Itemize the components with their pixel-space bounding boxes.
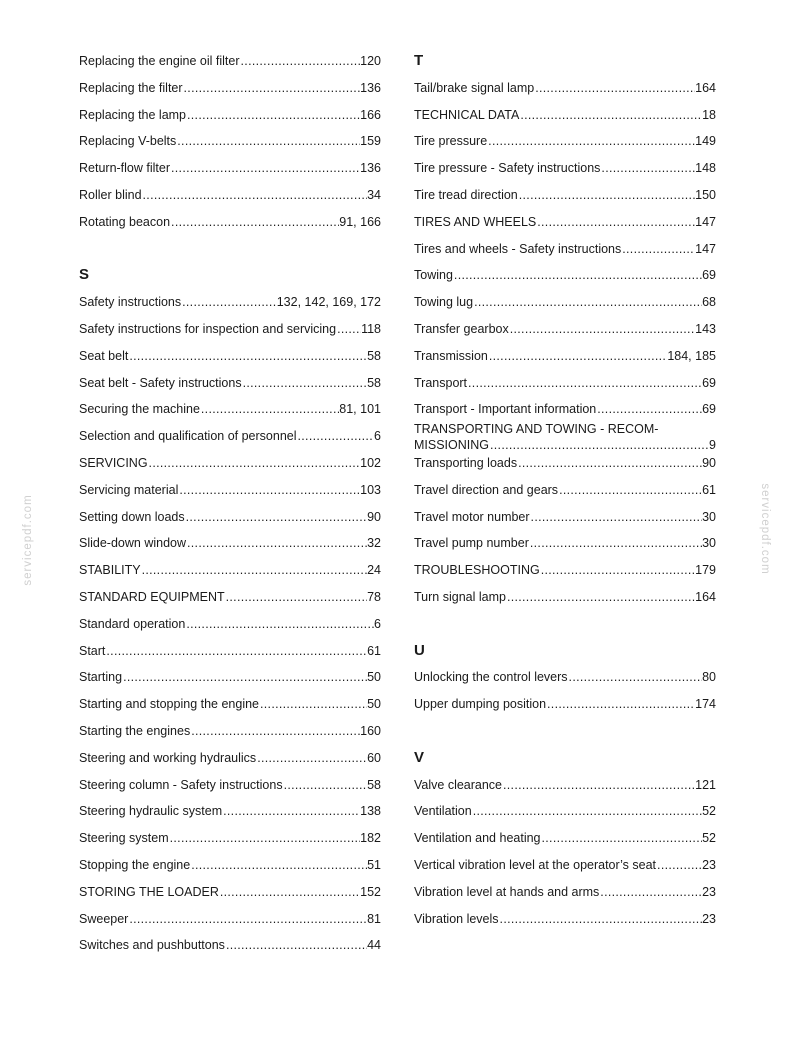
leader-dots [621, 236, 695, 263]
leader-dots [534, 75, 695, 102]
index-entry [79, 423, 381, 450]
index-entry [414, 798, 716, 825]
entry-pages: 68 [702, 295, 716, 310]
index-entry [414, 852, 716, 879]
index-entry [79, 557, 381, 584]
entry-pages: 136 [360, 161, 381, 176]
entry-title: Return-flow filter [79, 161, 170, 176]
index-entry [414, 421, 716, 453]
index-entry [414, 289, 716, 316]
entry-pages: 174 [695, 697, 716, 712]
leader-dots [225, 932, 367, 959]
entry-pages: 34 [367, 187, 381, 202]
leader-dots [558, 477, 702, 504]
entry-pages: 118 [361, 321, 381, 336]
entry-title: Starting and stopping the engine [79, 697, 259, 712]
leader-dots [186, 102, 360, 129]
leader-dots [502, 772, 695, 799]
leader-dots [170, 155, 360, 182]
entry-title: Steering and working hydraulics [79, 750, 257, 765]
entry-title: Standard operation [79, 616, 186, 631]
entry-title: Transport [414, 375, 468, 390]
leader-dots [519, 102, 702, 129]
leader-dots [517, 450, 702, 477]
entry-pages: 152 [360, 884, 381, 899]
index-entry [79, 772, 381, 799]
index-entry [79, 852, 381, 879]
entry-pages: 103 [360, 482, 381, 497]
leader-dots [568, 664, 703, 691]
entry-pages: 102 [360, 455, 381, 470]
leader-dots [240, 48, 361, 75]
leader-dots [190, 852, 367, 879]
leader-dots [472, 798, 702, 825]
leader-dots [600, 155, 695, 182]
entry-pages: 147 [695, 214, 716, 229]
entry-pages: 58 [367, 375, 381, 390]
entry-title: Valve clearance [414, 777, 503, 792]
entry-title: STABILITY [79, 563, 141, 578]
index-entry [79, 584, 381, 611]
entry-pages: 80 [702, 670, 716, 685]
entry-title: Seat belt [79, 348, 129, 363]
leader-dots [297, 423, 375, 450]
entry-pages: 52 [702, 831, 716, 846]
entry-pages: 136 [360, 80, 381, 95]
index-entry [414, 530, 716, 557]
entry-pages: 164 [695, 80, 716, 95]
entry-pages: 50 [367, 697, 381, 712]
leader-dots [499, 906, 703, 933]
entry-pages: 149 [695, 134, 716, 149]
entry-pages: 179 [695, 563, 716, 578]
entry-pages: 143 [695, 321, 716, 336]
entry-title: Steering hydraulic system [79, 804, 223, 819]
entry-title: Replacing the engine oil filter [79, 54, 240, 68]
index-entry [79, 102, 381, 129]
leader-dots [185, 504, 367, 531]
leader-dots [128, 906, 367, 933]
index-column-right [414, 48, 716, 932]
leader-dots [122, 664, 367, 691]
leader-dots [185, 611, 374, 638]
leader-dots [529, 530, 702, 557]
entry-title: Roller blind [79, 187, 142, 202]
entry-pages: 51 [367, 857, 381, 872]
index-entry [414, 128, 716, 155]
leader-dots [546, 691, 695, 718]
index-entry [79, 825, 381, 852]
entry-title: Travel motor number [414, 509, 530, 524]
entry-pages: 23 [702, 857, 716, 872]
entry-title: Selection and qualification of personnel [79, 429, 297, 444]
entry-pages: 58 [367, 777, 381, 792]
entry-pages: 81 [367, 911, 381, 926]
entry-title: Tire pressure - Safety instructions [414, 161, 601, 176]
index-entry [414, 879, 716, 906]
entry-title: Vibration levels [414, 911, 499, 926]
index-entry [79, 48, 381, 75]
leader-dots [219, 879, 360, 906]
entry-title: Travel direction and gears [414, 482, 559, 497]
index-entry [414, 584, 716, 611]
index-entry [414, 262, 716, 289]
leader-dots [142, 182, 368, 209]
entry-title: Transporting loads [414, 455, 518, 470]
leader-dots [259, 691, 367, 718]
entry-pages: 90 [367, 509, 381, 524]
index-entry [414, 343, 716, 370]
index-entry [414, 209, 716, 236]
watermark-left: servicepdf.com [22, 494, 34, 586]
entry-title: TIRES AND WHEELS [414, 214, 537, 229]
index-entry [414, 102, 716, 129]
leader-dots [467, 370, 702, 397]
entry-title-continued: MISSIONING [414, 438, 490, 453]
index-entry [79, 450, 381, 477]
leader-dots [453, 262, 702, 289]
entry-title: Replacing V-belts [79, 134, 177, 149]
leader-dots [506, 584, 695, 611]
entry-pages: 81, 101 [339, 402, 381, 417]
entry-title: Ventilation and heating [414, 831, 541, 846]
entry-pages: 52 [702, 804, 716, 819]
entry-pages: 78 [367, 589, 381, 604]
entry-pages: 6 [374, 616, 381, 631]
leader-dots [105, 638, 367, 665]
index-entry [414, 691, 716, 718]
leader-dots [148, 450, 361, 477]
entry-pages: 60 [367, 750, 381, 765]
entry-pages: 91, 166 [339, 214, 381, 229]
leader-dots [530, 504, 703, 531]
index-entry [79, 75, 381, 102]
entry-title: TECHNICAL DATA [414, 107, 520, 122]
entry-title: Start [79, 643, 106, 658]
leader-dots [225, 584, 367, 611]
leader-dots [596, 396, 702, 423]
index-entry [79, 879, 381, 906]
entry-pages: 50 [367, 670, 381, 685]
entry-pages: 121 [695, 777, 716, 792]
index-entry [414, 396, 716, 423]
entry-title: Transmission [414, 348, 488, 363]
entry-pages: 30 [702, 536, 716, 551]
entry-pages: 58 [367, 348, 381, 363]
leader-dots [599, 879, 702, 906]
entry-pages: 160 [360, 723, 381, 738]
index-entry [79, 155, 381, 182]
leader-dots [176, 128, 360, 155]
leader-dots [336, 316, 361, 343]
entry-title: Towing [414, 268, 453, 283]
entry-title: Tires and wheels - Safety instructions [414, 241, 622, 256]
entry-title: Stopping the engine [79, 857, 191, 872]
entry-title: Safety instructions for inspection and servicing [79, 321, 337, 336]
entry-title: Towing lug [414, 295, 474, 310]
index-entry [414, 75, 716, 102]
entry-pages: 23 [702, 911, 716, 926]
watermark-right: servicepdf.com [759, 483, 771, 575]
section-spacer [414, 611, 716, 638]
index-entry [79, 504, 381, 531]
entry-title: Rotating beacon [79, 214, 171, 229]
entry-pages: 90 [702, 455, 716, 470]
index-entry [414, 504, 716, 531]
entry-pages: 32 [367, 536, 381, 551]
entry-title: Setting down loads [79, 509, 185, 524]
index-entry [414, 664, 716, 691]
entry-title: Starting [79, 670, 123, 685]
index-entry [414, 477, 716, 504]
section-letter: V [414, 748, 425, 766]
entry-pages: 164 [695, 589, 716, 604]
entry-title: Transport - Important information [414, 402, 597, 417]
index-entry [79, 530, 381, 557]
entry-pages: 132, 142, 169, 172 [276, 295, 381, 310]
entry-pages: 150 [695, 187, 716, 202]
entry-title: Sweeper [79, 911, 129, 926]
leader-dots [181, 289, 277, 316]
index-entry [79, 209, 381, 236]
index-entry [414, 557, 716, 584]
entry-pages: 23 [702, 884, 716, 899]
index-entry [79, 477, 381, 504]
leader-dots [141, 557, 368, 584]
leader-dots [183, 75, 361, 102]
leader-dots [540, 557, 695, 584]
entry-pages: 120 [360, 54, 381, 68]
entry-pages: 61 [367, 643, 381, 658]
leader-dots [536, 209, 695, 236]
entry-pages: 182 [360, 831, 381, 846]
index-entry [414, 236, 716, 263]
index-entry [414, 370, 716, 397]
index-entry [414, 316, 716, 343]
index-entry [79, 664, 381, 691]
leader-dots [488, 343, 667, 370]
entry-pages: 61 [702, 482, 716, 497]
leader-dots [169, 825, 361, 852]
leader-dots [283, 772, 368, 799]
entry-title: Ventilation [414, 804, 472, 819]
entry-title: STANDARD EQUIPMENT [79, 589, 225, 604]
index-entry [414, 906, 716, 933]
index-entry [79, 906, 381, 933]
entry-title: Steering column - Safety instructions [79, 777, 283, 792]
leader-dots [242, 370, 368, 397]
index-entry [79, 745, 381, 772]
entry-title: Replacing the filter [79, 80, 183, 95]
index-entry [414, 155, 716, 182]
entry-title: Servicing material [79, 482, 179, 497]
index-entry [79, 718, 381, 745]
section-spacer [414, 718, 716, 745]
entry-pages: 159 [360, 134, 381, 149]
index-entry [79, 611, 381, 638]
index-entry [79, 932, 381, 959]
entry-title: Replacing the lamp [79, 107, 187, 122]
index-entry [79, 691, 381, 718]
entry-title: TROUBLESHOOTING [414, 563, 540, 578]
index-entry [79, 343, 381, 370]
entry-title: Tire tread direction [414, 187, 518, 202]
section-spacer [79, 236, 381, 263]
index-entry [414, 772, 716, 799]
entry-title: Travel pump number [414, 536, 529, 551]
leader-dots [656, 852, 702, 879]
entry-pages: 69 [702, 375, 716, 390]
entry-pages: 9 [709, 438, 716, 453]
index-entry [79, 289, 381, 316]
entry-pages: 24 [367, 563, 381, 578]
entry-title: Turn signal lamp [414, 589, 506, 604]
leader-dots [518, 182, 695, 209]
entry-pages: 184, 185 [667, 348, 716, 363]
entry-title: Upper dumping position [414, 697, 547, 712]
entry-pages: 166 [360, 107, 381, 122]
index-entry [79, 128, 381, 155]
entry-title: Switches and pushbuttons [79, 938, 225, 953]
section-letter: T [414, 52, 424, 69]
entry-pages: 6 [374, 429, 381, 444]
index-entry [79, 316, 381, 343]
leader-dots [128, 343, 367, 370]
index-entry [414, 450, 716, 477]
section-letter: S [79, 266, 90, 284]
leader-dots [487, 128, 695, 155]
entry-title: Seat belt - Safety instructions [79, 375, 242, 390]
entry-pages: 138 [360, 804, 381, 819]
index-entry [79, 638, 381, 665]
leader-dots [170, 209, 339, 236]
leader-dots [190, 718, 360, 745]
leader-dots [186, 530, 367, 557]
index-entry [79, 370, 381, 397]
leader-dots [473, 289, 702, 316]
entry-title: STORING THE LOADER [79, 884, 219, 899]
entry-title: Unlocking the control levers [414, 670, 568, 685]
entry-title: TRANSPORTING AND TOWING - RECOM- [414, 422, 659, 437]
index-entry [414, 182, 716, 209]
entry-title: Tire pressure [414, 134, 488, 149]
entry-title: Vibration level at hands and arms [414, 884, 600, 899]
entry-title: Starting the engines [79, 723, 191, 738]
leader-dots [178, 477, 360, 504]
entry-title: Safety instructions [79, 295, 182, 310]
index-entry [414, 825, 716, 852]
entry-title: Securing the machine [79, 402, 200, 417]
leader-dots [256, 745, 367, 772]
leader-dots [222, 798, 360, 825]
entry-pages: 147 [695, 241, 716, 256]
index-entry [79, 798, 381, 825]
entry-pages: 148 [695, 161, 716, 176]
entry-title: Tail/brake signal lamp [414, 80, 535, 95]
entry-pages: 44 [367, 938, 381, 953]
index-column-left [79, 48, 381, 959]
entry-title: SERVICING [79, 455, 148, 470]
leader-dots [200, 396, 339, 423]
entry-title: Slide-down window [79, 536, 187, 551]
entry-pages: 69 [702, 268, 716, 283]
index-entry [79, 396, 381, 423]
index-entry [79, 182, 381, 209]
leader-dots [509, 316, 695, 343]
leader-dots [541, 825, 703, 852]
section-letter: U [414, 641, 425, 659]
entry-title: Vertical vibration level at the operator’s seat [414, 857, 657, 872]
entry-title: Steering system [79, 831, 169, 846]
entry-pages: 69 [702, 402, 716, 417]
entry-title: Transfer gearbox [414, 321, 509, 336]
entry-pages: 30 [702, 509, 716, 524]
entry-pages: 18 [702, 107, 716, 122]
